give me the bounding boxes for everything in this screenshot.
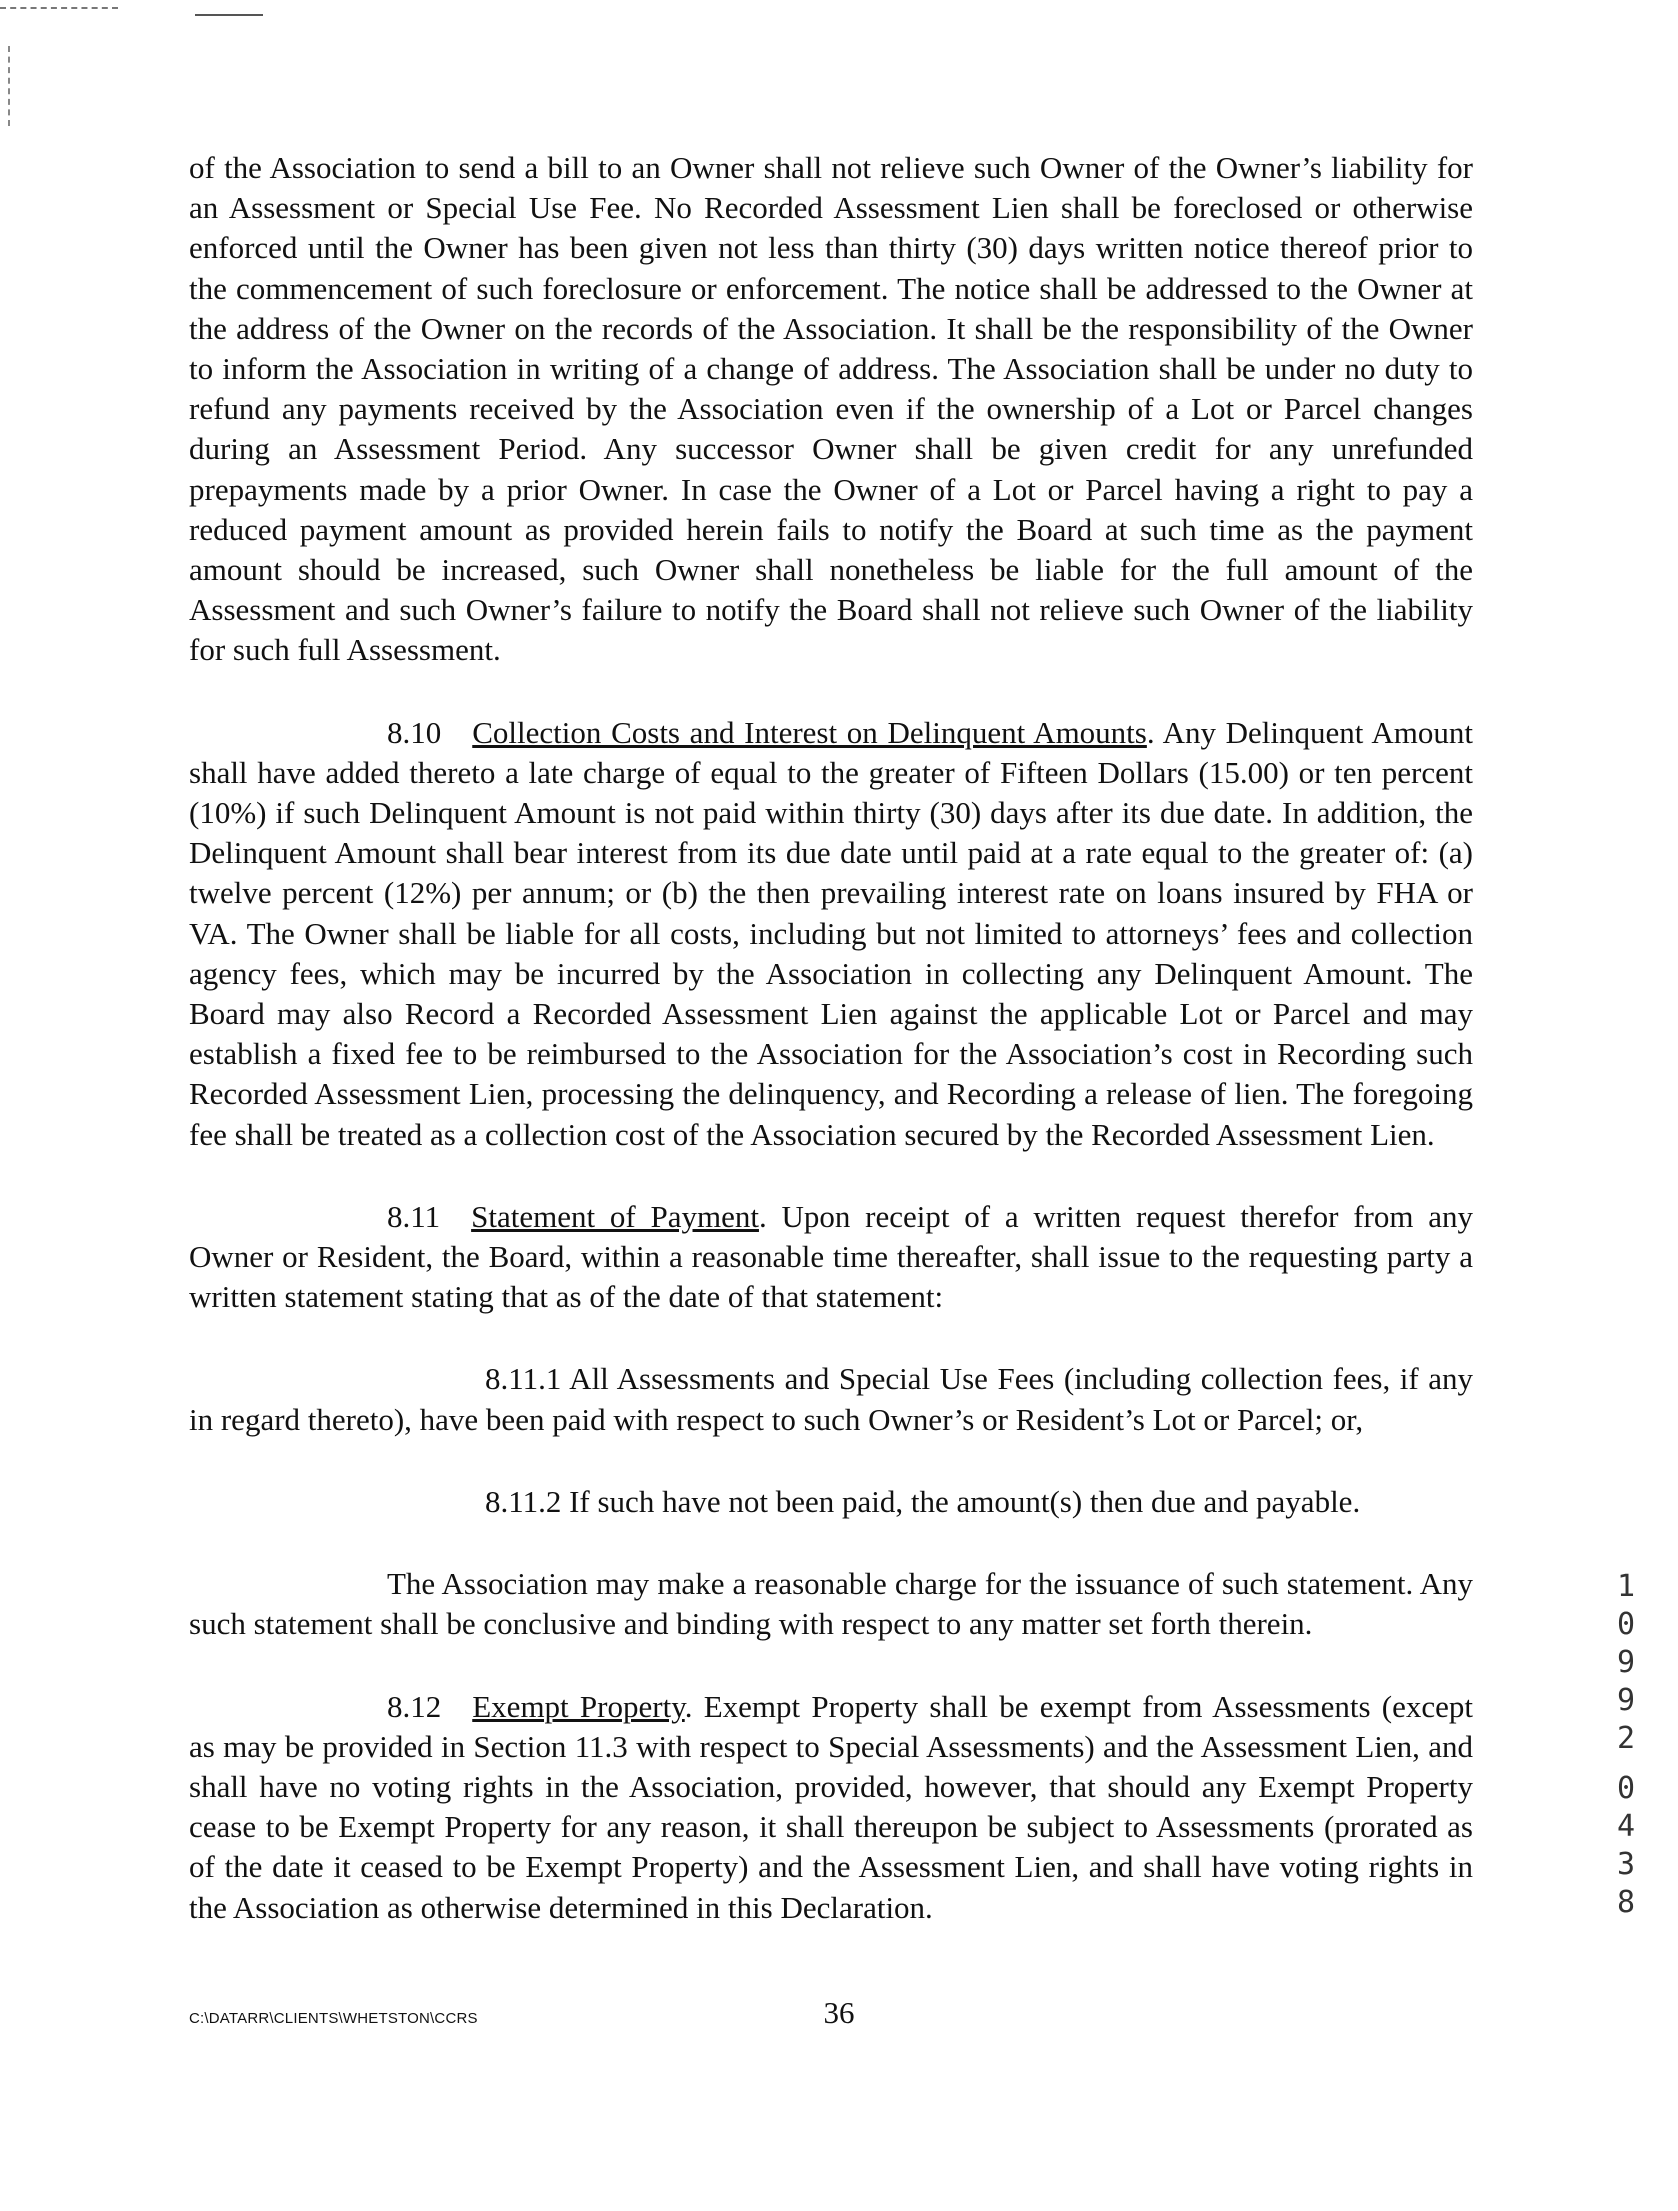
section-8-10 (189, 713, 1473, 1155)
section-heading: Collection Costs and Interest on Delinquent Amounts (472, 714, 1147, 750)
stamp-digit: 1 (1616, 1569, 1636, 1604)
section-text: . Any Delinquent Amount shall have added thereto a late charge of equal to the greater of Fifteen Dollars (15.00) or ten percent (10%) if such Delinquent Amount is not paid within thirty (30) days after its due date. In addition, the Delinquent Amount shall bear interest from its due date until paid at a rate equal to the greater of: (a) twelve percent (12%) per annum; or (b) the then prevailing interest rate on loans insured by FHA or VA. The Owner shall be liable for all costs, including but not limited to attorneys’ fees and collection agency fees, which may be incurred by the Association in collecting any Delinquent Amount. The Board may also Record a Recorded Assessment Lien against the applicable Lot or Parcel and may establish a fixed fee to be reimbursed to the Association for the Association’s cost in Recording such Recorded Assessment Lien, processing the delinquency, and Recording a release of lien. The foregoing fee shall be treated as a collection cost of the Association secured by the Recorded Assessment Lien. (189, 714, 1473, 1152)
section-text: . Upon receipt of a written request therefor from any Owner or Resident, the Board, within a reasonable time thereafter, shall issue to the requesting party a written statement stating that as of the date of that statement: (189, 1198, 1473, 1315)
stamp-digit: 3 (1616, 1847, 1636, 1882)
scan-edge-mark (195, 14, 263, 16)
stamp-digit: 2 (1616, 1721, 1636, 1756)
continuation-paragraph: of the Association to send a bill to an Owner shall not relieve such Owner of the Owner’s liability for an Assessment or Special Use Fee. No Recorded Assessment Lien shall be foreclosed or otherwise enforced until the Owner has been given not less than thirty (30) days written notice thereof prior to the commencement of such foreclosure or enforcement. The notice shall be addressed to the Owner at the address of the Owner on the records of the Association. It shall be the responsibility of the Owner to inform the Association in writing of a change of address. The Association shall be under no duty to refund any payments received by the Association even if the ownership of a Lot or Parcel changes during an Assessment Period. Any successor Owner shall be given credit for any unrefunded prepayments made by a prior Owner. In case the Owner of a Lot or Parcel having a right to pay a reduced payment amount as provided herein fails to notify the Board at such time as the payment amount should be increased, such Owner shall nonetheless be liable for the full amount of the Assessment and such Owner’s failure to notify the Board shall not relieve such Owner of the liability for such full Assessment. (189, 150, 1473, 668)
stamp-digit: 4 (1616, 1809, 1636, 1844)
document-body (189, 148, 1473, 1928)
section-number: 8.11 (387, 1198, 441, 1234)
footer-file-path: C:\DATARR\CLIENTS\WHETSTON\CCRS (189, 2010, 478, 2027)
section-8-12 (189, 1687, 1473, 1928)
statement-paragraph: The Association may make a reasonable charge for the issuance of such statement. Any such statement shall be conclusive and binding with respect to any matter set forth therein. (189, 1566, 1473, 1642)
scan-edge-mark (8, 46, 10, 126)
stamp-digit: 0 (1616, 1771, 1636, 1806)
page-number: 36 (823, 1995, 855, 2030)
section-text: . Exempt Property shall be exempt from Assessments (except as may be provided in Section 11.3 with respect to Special Assessments) and the Assessment Lien, and shall have no voting rights in the Association, provided, however, that should any Exempt Property cease to be Exempt Property for any reason, it shall thereupon be subject to Assessments (prorated as of the date it ceased to be Exempt Property) and the Assessment Lien, and shall have voting rights in the Association as otherwise determined in this Declaration. (189, 1688, 1473, 1925)
subsection-8-11-2: 8.11.2 If such have not been paid, the amount(s) then due and payable. (485, 1483, 1361, 1519)
section-number: 8.10 (387, 714, 442, 750)
stamp-digit: 9 (1616, 1645, 1636, 1680)
section-8-11 (189, 1197, 1473, 1318)
stamp-digit: 9 (1616, 1683, 1636, 1718)
recording-stamp-lower (1613, 1770, 1639, 1922)
section-heading: Statement of Payment (471, 1198, 759, 1234)
stamp-digit: 8 (1616, 1885, 1636, 1920)
subsection-8-11-1: 8.11.1 All Assessments and Special Use Fees (including collection fees, if any in regard thereto), have been paid with respect to such Owner’s or Resident’s Lot or Parcel; or, (189, 1361, 1473, 1437)
stamp-digit: 0 (1616, 1607, 1636, 1642)
section-number: 8.12 (387, 1688, 442, 1724)
scan-edge-mark (0, 7, 118, 9)
section-heading: Exempt Property (472, 1688, 685, 1724)
recording-stamp-upper (1613, 1568, 1639, 1758)
